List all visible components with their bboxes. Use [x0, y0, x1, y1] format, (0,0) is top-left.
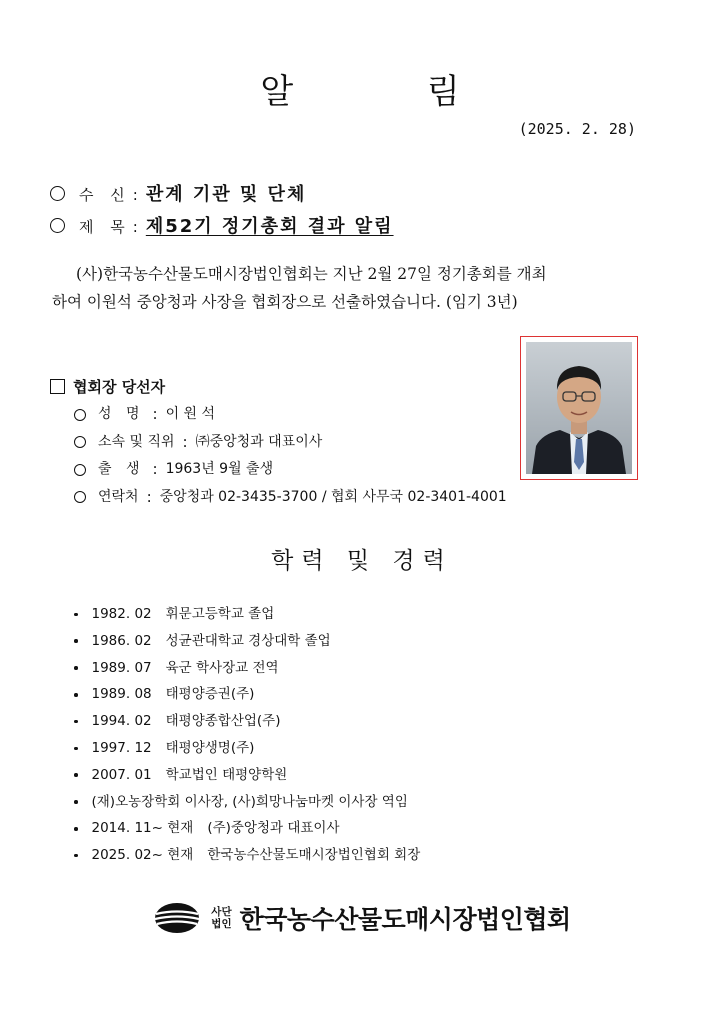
- body-paragraph: [52, 260, 642, 316]
- president-info: [74, 401, 507, 511]
- career-title: 학력 및 경력: [271, 548, 453, 574]
- list-item: [74, 815, 420, 842]
- list-item: [74, 681, 420, 708]
- bullet-icon: [74, 613, 78, 617]
- footer-signature: [0, 900, 724, 936]
- career-text: 한국농수산물도매시장법인협회 회장: [207, 847, 421, 864]
- list-item: [74, 762, 420, 789]
- recipient-label: 수 신: [79, 186, 131, 204]
- career-date: 2007. 01: [91, 766, 152, 783]
- career-text: 휘문고등학교 졸업: [165, 606, 275, 622]
- info-row-position: [74, 429, 507, 457]
- circle-bullet-icon: [74, 464, 86, 476]
- circle-bullet-icon: [74, 436, 86, 448]
- bullet-icon: [74, 693, 78, 697]
- colon: :: [152, 460, 158, 478]
- colon: :: [146, 487, 152, 506]
- career-text: 태평양증권(주): [165, 686, 255, 703]
- info-row-contact: [74, 484, 507, 512]
- career-text: 성균관대학교 경상대학 졸업: [165, 632, 331, 649]
- body-line-2: 하여 이원석 중앙청과 사장을 협회장으로 선출하였습니다. (임기 3년): [52, 293, 518, 311]
- info-row-name: [74, 401, 507, 429]
- career-text: (주)중앙청과 대표이사: [207, 820, 340, 837]
- president-heading-text: 협회장 당선자: [73, 378, 166, 396]
- subject-value: 제52기 정기총회 결과 알림: [145, 216, 394, 237]
- list-item: [74, 708, 420, 735]
- circle-bullet-icon: [74, 491, 86, 503]
- career-text: 태평양종합산업(주): [165, 713, 281, 730]
- bullet-icon: [74, 800, 78, 804]
- org-name: 한국농수산물도매시장법인협회: [239, 905, 571, 934]
- info-key: 출 생: [98, 461, 145, 477]
- list-item: [74, 789, 420, 816]
- info-value: 1963년 9월 출생: [165, 461, 274, 477]
- document-title: [0, 64, 724, 113]
- subject-row: [50, 212, 394, 238]
- bullet-icon: [74, 854, 78, 858]
- info-key: 소속 및 직위: [98, 433, 175, 450]
- portrait-image: [526, 342, 632, 474]
- colon: :: [132, 186, 138, 204]
- info-key: 성 명: [98, 406, 145, 422]
- colon: :: [182, 432, 188, 451]
- career-date: 1997. 12: [91, 739, 152, 756]
- org-kind-bottom: 법인: [211, 918, 232, 930]
- document-date: (2025. 2. 28): [518, 120, 636, 138]
- org-kind: [211, 906, 231, 930]
- list-item: [74, 628, 420, 655]
- career-date: 1994. 02: [91, 713, 152, 730]
- body-line-1: (사)한국농수산물도매시장법인협회는 지난 2월 27일 정기총회를 개최: [76, 265, 547, 283]
- career-date: 1982. 02: [91, 606, 152, 622]
- bullet-icon: [74, 747, 78, 751]
- bullet-icon: [74, 666, 78, 670]
- career-date: 1989. 07: [91, 659, 152, 676]
- list-item: [74, 735, 420, 762]
- colon: :: [132, 218, 138, 236]
- career-text: 태평양생명(주): [165, 739, 255, 756]
- bullet-icon: [74, 773, 78, 777]
- list-item: [74, 842, 420, 869]
- info-value: ㈜중앙청과 대표이사: [195, 433, 323, 450]
- circle-bullet-icon: [50, 186, 65, 201]
- bullet-icon: [74, 827, 78, 831]
- career-date: 2014. 11~ 현재: [91, 820, 194, 837]
- info-value: 중앙청과 02-3435-3700 / 협회 사무국 02-3401-4001: [159, 488, 507, 505]
- info-key: 연락처: [98, 488, 139, 505]
- career-date: 1989. 08: [91, 686, 152, 703]
- career-list: [74, 601, 420, 869]
- info-value: 이 원 석: [165, 406, 216, 422]
- recipient-row: [50, 180, 306, 206]
- list-item: [74, 601, 420, 628]
- career-date: 2025. 02~ 현재: [91, 847, 194, 864]
- colon: :: [152, 405, 158, 423]
- career-text: 육군 학사장교 전역: [165, 659, 279, 676]
- title-char-2: 림: [426, 72, 464, 112]
- checkbox-square-icon: [50, 379, 65, 394]
- recipient-value: 관계 기관 및 단체: [145, 184, 307, 205]
- career-date: 1986. 02: [91, 632, 152, 649]
- bullet-icon: [74, 720, 78, 724]
- circle-bullet-icon: [74, 409, 86, 421]
- circle-bullet-icon: [50, 218, 65, 233]
- career-text: (재)오농장학회 이사장, (사)희망나눔마켓 이사장 역임: [91, 793, 408, 810]
- org-kind-top: 사단: [211, 906, 232, 918]
- president-heading: [50, 376, 165, 397]
- president-photo: [520, 336, 638, 480]
- subject-label: 제 목: [79, 218, 131, 236]
- career-text: 학교법인 태평양학원: [165, 766, 288, 783]
- bullet-icon: [74, 639, 78, 643]
- title-char-1: 알: [260, 72, 298, 112]
- list-item: [74, 655, 420, 682]
- info-row-birth: [74, 456, 507, 484]
- association-logo-icon: [153, 901, 201, 935]
